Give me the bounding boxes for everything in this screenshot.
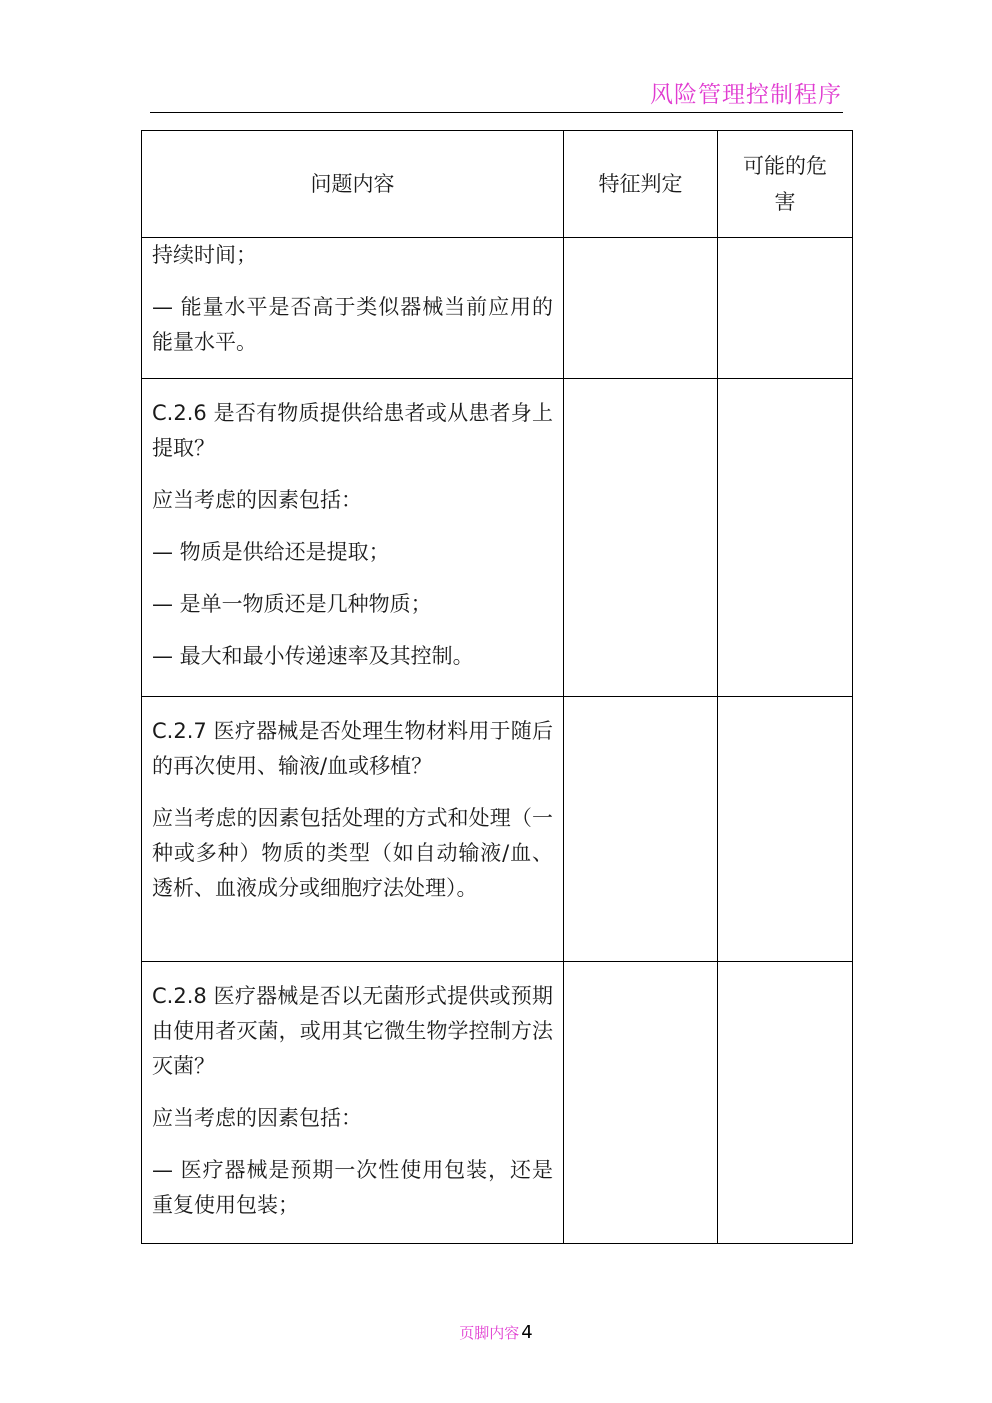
- table-row: [142, 238, 853, 379]
- question-cell: [142, 697, 564, 962]
- characteristic-cell: [564, 962, 718, 1244]
- header-divider: [150, 112, 843, 113]
- footer-label: 页脚内容: [459, 1324, 520, 1342]
- question-paragraph: 应当考虑的因素包括：: [152, 488, 362, 512]
- hazard-cell: [718, 962, 853, 1244]
- content-table: [141, 130, 853, 1244]
- page-number: 4: [521, 1322, 533, 1343]
- question-paragraph: — 能量水平是否高于类似器械当前应用的能量水平。: [152, 295, 553, 354]
- question-paragraph: — 物质是供给还是提取；: [152, 540, 390, 564]
- characteristic-cell: [564, 379, 718, 697]
- table-row: [142, 379, 853, 697]
- column-header-question: 问题内容: [142, 131, 564, 238]
- question-paragraph: 应当考虑的因素包括处理的方式和处理（一种或多种）物质的类型（如自动输液/血、透析、血液成分或细胞疗法处理）。: [152, 806, 553, 900]
- question-cell: [142, 238, 564, 379]
- hazard-cell: [718, 238, 853, 379]
- hazard-cell: [718, 697, 853, 962]
- page-footer: [0, 1322, 992, 1343]
- column-header-hazard-line-2: 害: [774, 190, 796, 214]
- hazard-cell: [718, 379, 853, 697]
- table-row: [142, 697, 853, 962]
- column-header-hazard-line-1: 可能的危: [743, 154, 827, 178]
- table-header-row: [142, 131, 853, 238]
- question-paragraph: 应当考虑的因素包括：: [152, 1106, 362, 1130]
- question-paragraph: C.2.8 医疗器械是否以无菌形式提供或预期由使用者灭菌，或用其它微生物学控制方法灭菌？: [152, 984, 553, 1078]
- column-header-characteristic: 特征判定: [564, 131, 718, 238]
- column-header-hazard: [718, 131, 853, 238]
- question-paragraph: C.2.6 是否有物质提供给患者或从患者身上提取？: [152, 401, 553, 460]
- page-header-title: 风险管理控制程序: [650, 82, 842, 108]
- characteristic-cell: [564, 697, 718, 962]
- table-row: [142, 962, 853, 1244]
- characteristic-cell: [564, 238, 718, 379]
- question-paragraph: — 医疗器械是预期一次性使用包装，还是重复使用包装；: [152, 1158, 553, 1217]
- question-paragraph: — 最大和最小传递速率及其控制。: [152, 644, 474, 668]
- question-paragraph: 持续时间；: [152, 243, 257, 267]
- question-cell: [142, 379, 564, 697]
- question-paragraph: — 是单一物质还是几种物质；: [152, 592, 432, 616]
- question-paragraph: C.2.7 医疗器械是否处理生物材料用于随后的再次使用、输液/血或移植？: [152, 719, 553, 778]
- question-cell: [142, 962, 564, 1244]
